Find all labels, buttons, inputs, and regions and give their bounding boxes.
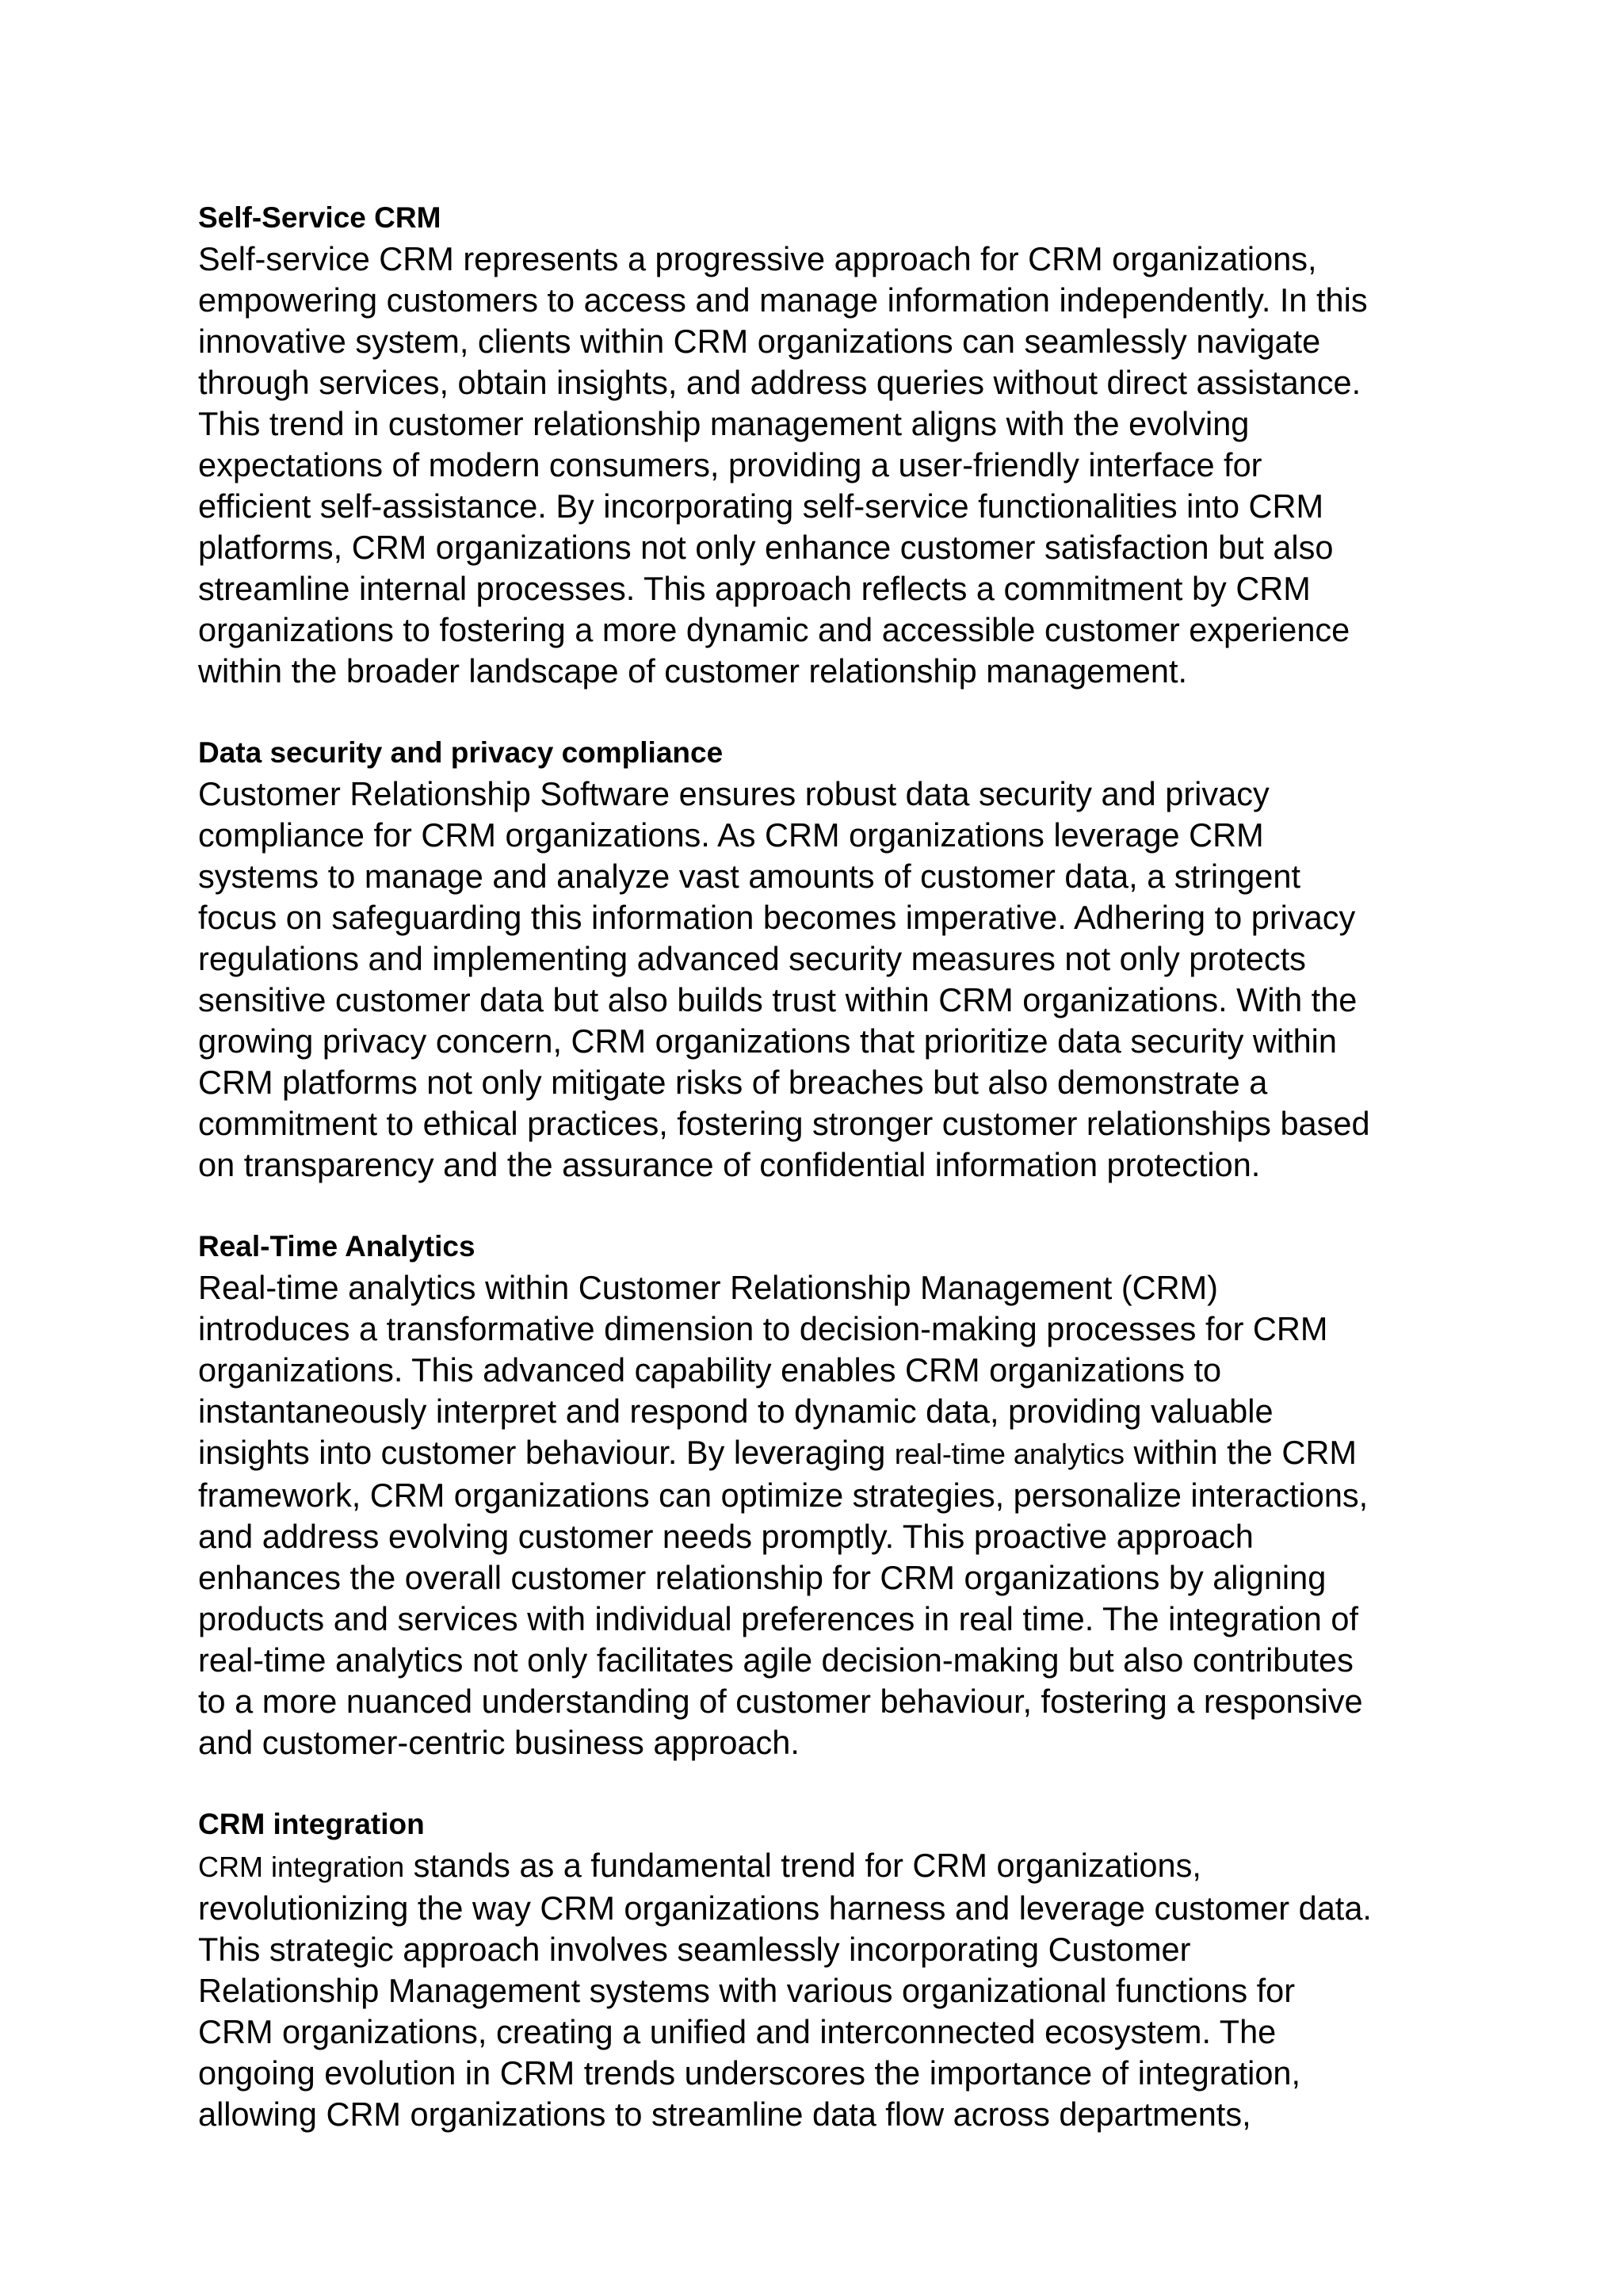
document-page [198,197,1434,2176]
paragraph-line: focus on safeguarding this information becomes imperative. Adhering to privacy [198,899,1356,936]
paragraph-line: allowing CRM organizations to streamline data flow across departments, [198,2095,1251,2133]
paragraph-line: regulations and implementing advanced security measures not only protects [198,940,1306,977]
section [198,1804,1434,2135]
paragraph-line: This strategic approach involves seamlessly incorporating Customer [198,1931,1191,1968]
paragraph-line: products and services with individual preferences in real time. The integration of [198,1600,1359,1637]
paragraph-line: innovative system, clients within CRM organizations can seamlessly navigate [198,323,1321,360]
section [198,197,1434,692]
paragraph-line: expectations of modern consumers, providing a user-friendly interface for [198,446,1262,483]
paragraph-line: real-time analytics not only facilitates agile decision-making but also contributes [198,1641,1354,1679]
paragraph-line: growing privacy concern, CRM organizations that prioritize data security within [198,1022,1337,1060]
paragraph-line: and customer-centric business approach. [198,1724,800,1761]
paragraph-line: revolutionizing the way CRM organizations harness and leverage customer data. [198,1889,1372,1927]
paragraph-line: platforms, CRM organizations not only enhance customer satisfaction but also [198,529,1334,566]
paragraph-line: sensitive customer data but also builds trust within CRM organizations. With the [198,981,1358,1018]
paragraph-line: Real-time analytics within Customer Relationship Management (CRM) [198,1269,1218,1306]
paragraph-line: compliance for CRM organizations. As CRM organizations leverage CRM [198,816,1264,854]
line-fragment: within the CRM [1125,1434,1357,1471]
paragraph-line: This trend in customer relationship management aligns with the evolving [198,405,1250,442]
section-heading: Self-Service CRM [198,201,441,234]
section [198,732,1434,1186]
section-heading: Data security and privacy compliance [198,736,724,769]
paragraph-line: organizations. This advanced capability enables CRM organizations to [198,1351,1222,1389]
paragraph-line: and address evolving customer needs promptly. This proactive approach [198,1518,1254,1555]
section [198,1226,1434,1763]
inline-term: real-time analytics [894,1438,1125,1470]
paragraph-line: Customer Relationship Software ensures robust data security and privacy [198,775,1270,812]
paragraph-line: systems to manage and analyze vast amounts of customer data, a stringent [198,858,1300,895]
section-heading: Real-Time Analytics [198,1230,475,1263]
paragraph-line: on transparency and the assurance of confidential information protection. [198,1146,1261,1183]
paragraph-line: commitment to ethical practices, fostering stronger customer relationships based [198,1105,1370,1142]
paragraph-line: framework, CRM organizations can optimize strategies, personalize interactions, [198,1477,1369,1514]
paragraph-line: through services, obtain insights, and address queries without direct assistance. [198,364,1361,401]
paragraph-line: CRM organizations, creating a unified and interconnected ecosystem. The [198,2013,1277,2050]
paragraph-line: empowering customers to access and manage information independently. In this [198,281,1368,319]
paragraph-line [198,1432,1434,1475]
paragraph-line: Relationship Management systems with various organizational functions for [198,1972,1296,2009]
paragraph-line: introduces a transformative dimension to decision-making processes for CRM [198,1310,1328,1347]
paragraph-line [198,1845,1434,1888]
paragraph-line: streamline internal processes. This approach reflects a commitment by CRM [198,570,1311,607]
paragraph-line: efficient self-assistance. By incorporating self-service functionalities into CRM [198,487,1324,525]
paragraph-line: organizations to fostering a more dynamic and accessible customer experience [198,611,1350,648]
paragraph-line: to a more nuanced understanding of customer behaviour, fostering a responsive [198,1683,1363,1720]
paragraph-line: Self-service CRM represents a progressive approach for CRM organizations, [198,240,1317,277]
inline-term: CRM integration [198,1851,405,1883]
paragraph-line: instantaneously interpret and respond to dynamic data, providing valuable [198,1392,1274,1430]
line-fragment: stands as a fundamental trend for CRM organizations, [404,1847,1201,1884]
section-heading: CRM integration [198,1808,425,1840]
paragraph-line: CRM platforms not only mitigate risks of breaches but also demonstrate a [198,1064,1268,1101]
paragraph-line: ongoing evolution in CRM trends underscores the importance of integration, [198,2054,1301,2092]
line-fragment: insights into customer behaviour. By leveraging [198,1434,895,1471]
paragraph-line: within the broader landscape of customer relationship management. [198,652,1188,690]
paragraph-line: enhances the overall customer relationship for CRM organizations by aligning [198,1559,1327,1596]
